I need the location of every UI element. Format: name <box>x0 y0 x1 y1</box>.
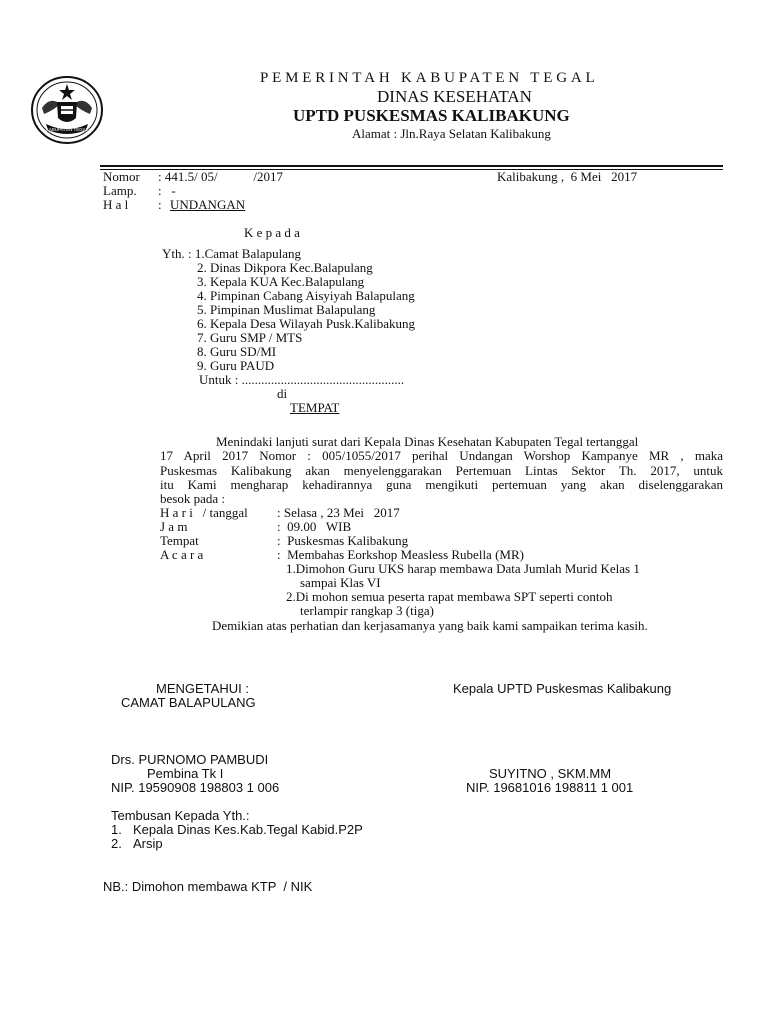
hal-colon: : <box>158 197 162 212</box>
sig-left-rank: Pembina Tk I <box>147 766 224 781</box>
detail-value-agenda: : Membahas Eorkshop Measless Rubella (MR) <box>277 547 524 562</box>
detail-label-date: H a r i / tanggal <box>160 505 248 520</box>
detail-value-place: : Puskesmas Kalibakung <box>277 533 409 548</box>
note-2: 2.Di mohon semua peserta rapat membawa SPT seperti contoh <box>286 589 613 604</box>
detail-label-time: J a m <box>160 519 188 534</box>
kabupaten-tegal-emblem-icon <box>30 74 104 146</box>
list-item: 3. Kepala KUA Kec.Balapulang <box>197 274 365 289</box>
header-government: PEMERINTAH KABUPATEN TEGAL <box>260 70 599 86</box>
sig-right-title: Kepala UPTD Puskesmas Kalibakung <box>453 681 672 696</box>
note-2-cont: terlampir rangkap 3 (tiga) <box>300 603 434 618</box>
logo-ribbon-text: KABUPATEN TEGAL <box>45 127 89 132</box>
body-line-4: itu Kami mengharap kehadirannya guna mengikuti pertemuan yang akan diselenggarakan <box>160 477 723 492</box>
hal-value: UNDANGAN <box>170 197 246 212</box>
list-item: 2. Dinas Dikpora Kec.Balapulang <box>197 260 373 275</box>
body-line-3: Puskesmas Kalibakung akan menyelenggarakan Pertemuan Lintas Sektor Th. 2017, untuk <box>160 463 723 478</box>
place-date: Kalibakung , 6 Mei 2017 <box>497 169 638 184</box>
copies-item-2: Arsip <box>133 836 163 851</box>
list-item: 7. Guru SMP / MTS <box>197 330 303 345</box>
header-rule-thick <box>100 165 723 167</box>
nomor-value: : 441.5/ 05/ /2017 <box>158 169 283 184</box>
list-item: 6. Kepala Desa Wilayah Pusk.Kalibakung <box>197 316 416 331</box>
sig-left-line2: CAMAT BALAPULANG <box>121 695 256 710</box>
note-1: 1.Dimohon Guru UKS harap membawa Data Jumlah Murid Kelas 1 <box>286 561 640 576</box>
header-address: Alamat : Jln.Raya Selatan Kalibakung <box>352 126 551 141</box>
di-label: di <box>277 386 288 401</box>
list-item: 5. Pimpinan Muslimat Balapulang <box>197 302 376 317</box>
detail-value-time: : 09.00 WIB <box>277 519 352 534</box>
copies-item-1: Kepala Dinas Kes.Kab.Tegal Kabid.P2P <box>133 822 363 837</box>
detail-value-date: : Selasa , 23 Mei 2017 <box>277 505 400 520</box>
nb-note: NB.: Dimohon membawa KTP / NIK <box>103 879 313 894</box>
copies-num-2: 2. <box>111 836 122 851</box>
closing-text: Demikian atas perhatian dan kerjasamanya yang baik kami sampaikan terima kasih. <box>212 618 648 633</box>
sig-left-name: Drs. PURNOMO PAMBUDI <box>111 752 269 767</box>
header-unit: UPTD PUSKESMAS KALIBAKUNG <box>293 106 570 125</box>
copies-heading: Tembusan Kepada Yth.: <box>111 808 250 823</box>
kepada-label: K e p a d a <box>244 225 300 240</box>
untuk-line: Untuk : .................................................. <box>199 372 405 387</box>
detail-label-place: Tempat <box>160 533 199 548</box>
recipient-first: Yth. : 1.Camat Balapulang <box>162 246 302 261</box>
nomor-label: Nomor <box>103 169 140 184</box>
sig-left-line1: MENGETAHUI : <box>156 681 249 696</box>
body-line-1: Menindaki lanjuti surat dari Kepala Dinas Kesehatan Kabupaten Tegal tertanggal <box>216 434 639 449</box>
list-item: 8. Guru SD/MI <box>197 344 277 359</box>
sig-right-nip: NIP. 19681016 198811 1 001 <box>466 780 634 795</box>
header-department: DINAS KESEHATAN <box>377 87 532 106</box>
copies-num-1: 1. <box>111 822 122 837</box>
list-item: 9. Guru PAUD <box>197 358 275 373</box>
tempat-label: TEMPAT <box>290 400 340 415</box>
note-1-cont: sampai Klas VI <box>300 575 381 590</box>
lamp-value: : - <box>158 183 176 198</box>
lamp-label: Lamp. <box>103 183 137 198</box>
sig-right-name: SUYITNO , SKM.MM <box>489 766 612 781</box>
hal-label: H a l <box>103 197 129 212</box>
body-line-2: 17 April 2017 Nomor : 005/1055/2017 perihal Undangan Worshop Kampanye MR , maka <box>160 448 723 463</box>
list-item: 4. Pimpinan Cabang Aisyiyah Balapulang <box>197 288 415 303</box>
detail-label-agenda: A c a r a <box>160 547 204 562</box>
sig-left-nip: NIP. 19590908 198803 1 006 <box>111 780 280 795</box>
body-line-5: besok pada : <box>160 491 225 506</box>
